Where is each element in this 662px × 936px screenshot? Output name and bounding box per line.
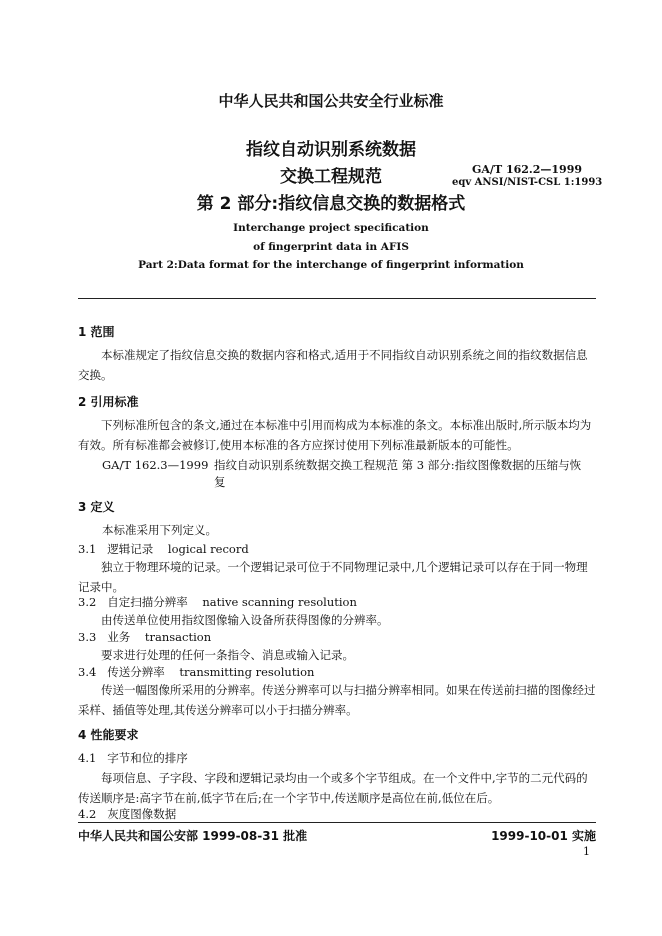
definition-3-2: [78, 592, 357, 612]
reference-title: 指纹自动识别系统数据交换工程规范 第 3 部分:指纹图像数据的压缩与恢: [214, 458, 582, 472]
subsection-number: 4.1: [78, 751, 97, 765]
subsection-title: 字节和位的排序: [107, 751, 188, 765]
english-title-line-2: of fingerprint data in AFIS: [253, 241, 409, 253]
page-number: 1: [583, 845, 590, 858]
definition-3-1-text: 独立于物理环境的记录。一个逻辑记录可位于不同物理记录中,几个逻辑记录可以存在于同一物理记录中。: [78, 560, 588, 594]
definition-3-4-text: 传送一幅图像所采用的分辨率。传送分辨率可以与扫描分辨率相同。如果在传送前扫描的图像经过采样、插值等处理,其传送分辨率可以小于扫描分辨率。: [78, 683, 596, 717]
standard-number: GA/T 162.2—1999: [472, 163, 583, 176]
section-1-heading: 1 范围: [78, 325, 115, 339]
section-2-heading: 2 引用标准: [78, 395, 139, 409]
definition-number: 3.4: [78, 665, 97, 679]
title-line-1: 指纹自动识别系统数据: [246, 140, 416, 160]
subsection-4-2: [78, 804, 176, 824]
definition-3-1: [78, 539, 249, 559]
subsection-4-1-paragraph: 每项信息、子字段、字段和逻辑记录均由一个或多个字节组成。在一个文件中,字节的二元代码的传送顺序是:高字节在前,低字节在后;在一个字节中,传送顺序是高位在前,低位在后。: [78, 771, 588, 805]
subsection-4-1: [78, 748, 188, 768]
subsection-number: 4.2: [78, 807, 97, 821]
definition-term: 自定扫描分辨率: [107, 595, 188, 609]
title-line-3: 第 2 部分:指纹信息交换的数据格式: [196, 194, 466, 214]
title-line-2: 交换工程规范: [280, 167, 382, 187]
header-rule: [78, 298, 596, 299]
definition-term: 业务: [107, 630, 131, 644]
issuing-authority: 中华人民共和国公共安全行业标准: [218, 92, 444, 110]
subsection-title: 灰度图像数据: [107, 807, 177, 821]
definition-term: 逻辑记录: [107, 542, 154, 556]
definition-term-en: transmitting resolution: [179, 665, 315, 679]
definition-term-en: native scanning resolution: [202, 595, 357, 609]
section-4-heading: 4 性能要求: [78, 728, 139, 742]
reference-number: GA/T 162.3—1999: [102, 458, 209, 472]
definition-3-3-text: 要求进行处理的任何一条指令、消息或输入记录。: [101, 648, 354, 662]
definition-term-en: transaction: [144, 630, 212, 644]
english-title-line-3: Part 2:Data format for the interchange of fingerprint information: [138, 259, 524, 271]
equivalent-standard: eqv ANSI/NIST-CSL 1:1993: [452, 177, 603, 188]
definition-3-4: [78, 662, 314, 682]
definition-term: 传送分辨率: [107, 665, 165, 679]
definition-number: 3.2: [78, 595, 97, 609]
footer-rule: [78, 822, 596, 823]
section-1-paragraph: 本标准规定了指纹信息交换的数据内容和格式,适用于不同指纹自动识别系统之间的指纹数据信息交换。: [78, 348, 588, 382]
approval-statement: 中华人民共和国公安部 1999-08-31 批准: [78, 829, 308, 843]
section-2-paragraph: 下列标准所包含的条文,通过在本标准中引用而构成为本标准的条文。本标准出版时,所示版本均为有效。所有标准都会被修订,使用本标准的各方应探讨使用下列标准最新版本的可能性。: [78, 418, 592, 452]
definition-3-3: [78, 627, 211, 647]
reference-title-continued: 复: [214, 475, 226, 489]
section-3-intro: 本标准采用下列定义。: [102, 523, 217, 537]
implementation-date: 1999-10-01 实施: [491, 829, 596, 843]
section-3-heading: 3 定义: [78, 500, 115, 514]
definition-term-en: logical record: [167, 542, 249, 556]
definition-number: 3.1: [78, 542, 97, 556]
definition-3-2-text: 由传送单位使用指纹图像输入设备所获得图像的分辨率。: [101, 613, 389, 627]
definition-number: 3.3: [78, 630, 97, 644]
english-title-line-1: Interchange project specification: [233, 222, 429, 234]
